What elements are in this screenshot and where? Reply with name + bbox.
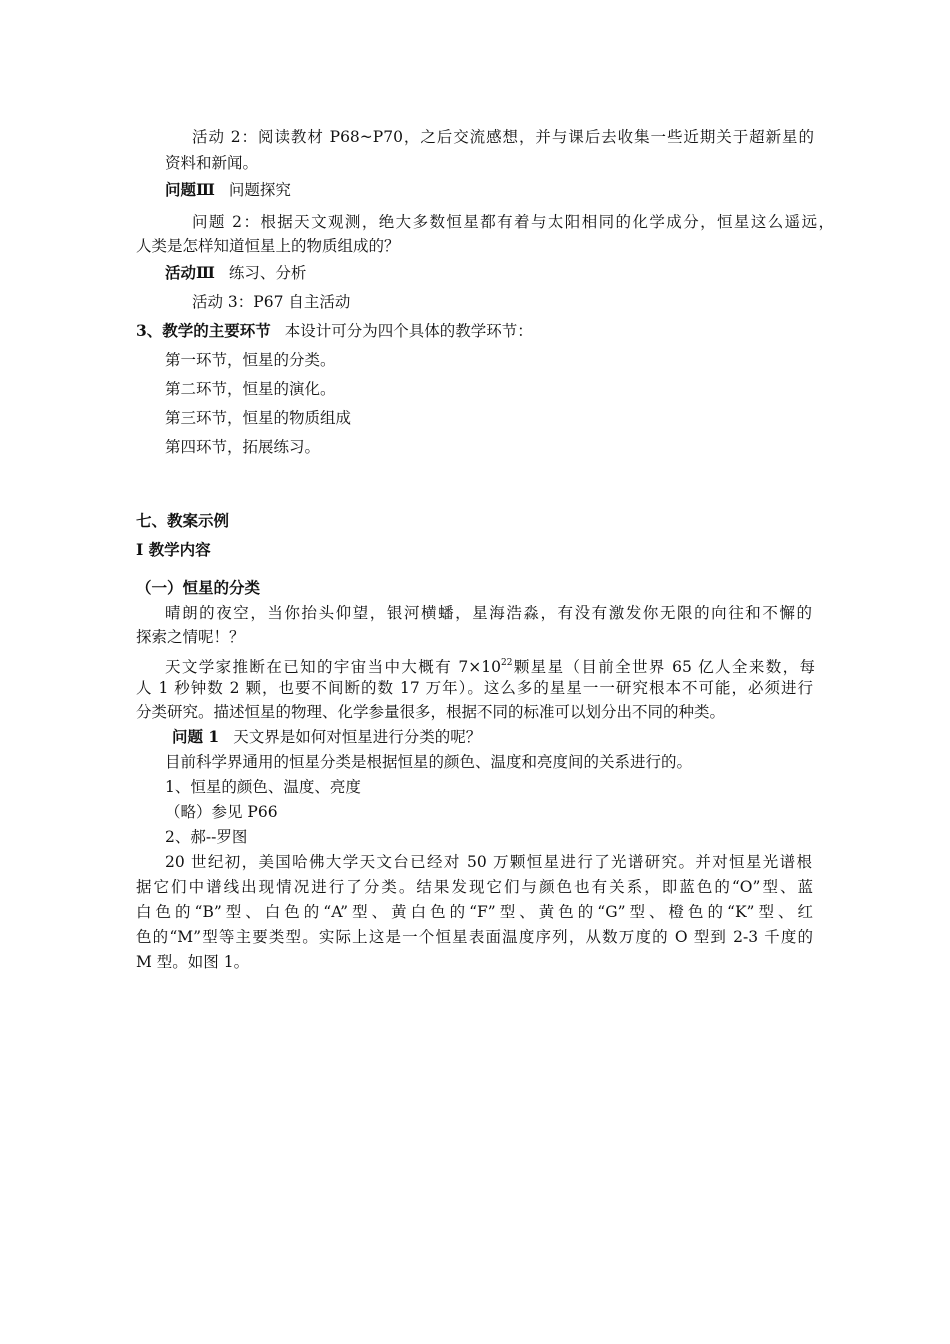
para4-line1: 20 世纪初，美国哈佛大学天文台已经对 50 万颗恒星进行了光谱研究。并对恒星光谱根 <box>165 853 812 871</box>
step-4: 第四环节，拓展练习。 <box>165 438 321 456</box>
section7-heading: 七、教案示例 <box>136 511 230 530</box>
step-2: 第二环节，恒星的演化。 <box>165 380 336 398</box>
activity2-line2: 资料和新闻。 <box>165 154 259 172</box>
para2-line3: 分类研究。描述恒星的物理、化学参量很多，根据不同的标准可以划分出不同的种类。 <box>136 703 726 721</box>
para4-line4: 色的“M”型等主要类型。实际上这是一个恒星表面温度序列，从数万度的 O 型到 2-3 千度的 <box>136 928 813 946</box>
para2-line2: 人 1 秒钟数 2 颗，也要不间断的数 17 万年）。这么多的星星一一研究根本不可能，必须进行 <box>136 679 813 697</box>
para1-line2: 探索之情呢！？ <box>136 628 245 646</box>
para3: 目前科学界通用的恒星分类是根据恒星的颜色、温度和亮度间的关系进行的。 <box>165 753 693 771</box>
activity3-line: 活动 3：P67 自主活动 <box>192 293 351 311</box>
item2: 2、郝--罗图 <box>165 828 248 846</box>
activity3-title: 练习、分析 <box>228 264 307 282</box>
question2-line2: 人类是怎样知道恒星上的物质组成的？ <box>136 237 400 255</box>
item1: 1、恒星的颜色、温度、亮度 <box>165 778 361 796</box>
para2-line1: 天文学家推断在已知的宇宙当中大概有 $7\times 10^{22}$颗星星（目前全世界 65 亿人全来数，每 <box>165 658 815 676</box>
section3-label: 3、教学的主要环节 <box>136 321 271 340</box>
question1-text: 天文界是如何对恒星进行分类的呢？ <box>233 728 482 746</box>
activity3-label: 活动Ⅲ <box>165 263 215 282</box>
para4-line5: M 型。如图 1。 <box>136 953 250 971</box>
step-1: 第一环节，恒星的分类。 <box>165 351 336 369</box>
question3-heading <box>165 179 291 201</box>
question1-label: 问题 1 <box>172 727 220 746</box>
part1-heading: Ⅰ 教学内容 <box>136 540 211 559</box>
activity3-heading <box>165 262 306 284</box>
para1-line1: 晴朗的夜空，当你抬头仰望，银河横蟠，星海浩淼，有没有激发你无限的向往和不懈的 <box>165 604 812 622</box>
section3-heading <box>136 320 533 342</box>
item1-note: （略）参见 P66 <box>165 803 278 821</box>
question2-line1: 问题 2：根据天文观测，绝大多数恒星都有着与太阳相同的化学成分，恒星这么遥远， <box>192 213 834 231</box>
para4-line3: 白色的“B”型、白色的“A”型、黄白色的“F”型、黄色的“G”型、橙色的“K”型、红 <box>136 903 813 921</box>
step-3: 第三环节，恒星的物质组成 <box>165 409 352 427</box>
activity2-line1: 活动 2：阅读教材 P68~P70，之后交流感想，并与课后去收集一些近期关于超新星的 <box>192 128 814 146</box>
section3-text: 本设计可分为四个具体的教学环节： <box>284 322 533 340</box>
question3-label: 问题Ⅲ <box>165 180 215 199</box>
subsection1-heading: （一）恒星的分类 <box>136 578 261 597</box>
question3-title: 问题探究 <box>228 181 291 199</box>
para4-line2: 据它们中谱线出现情况进行了分类。结果发现它们与颜色也有关系，即蓝色的“O”型、蓝 <box>136 878 813 896</box>
question1-heading <box>172 726 481 748</box>
